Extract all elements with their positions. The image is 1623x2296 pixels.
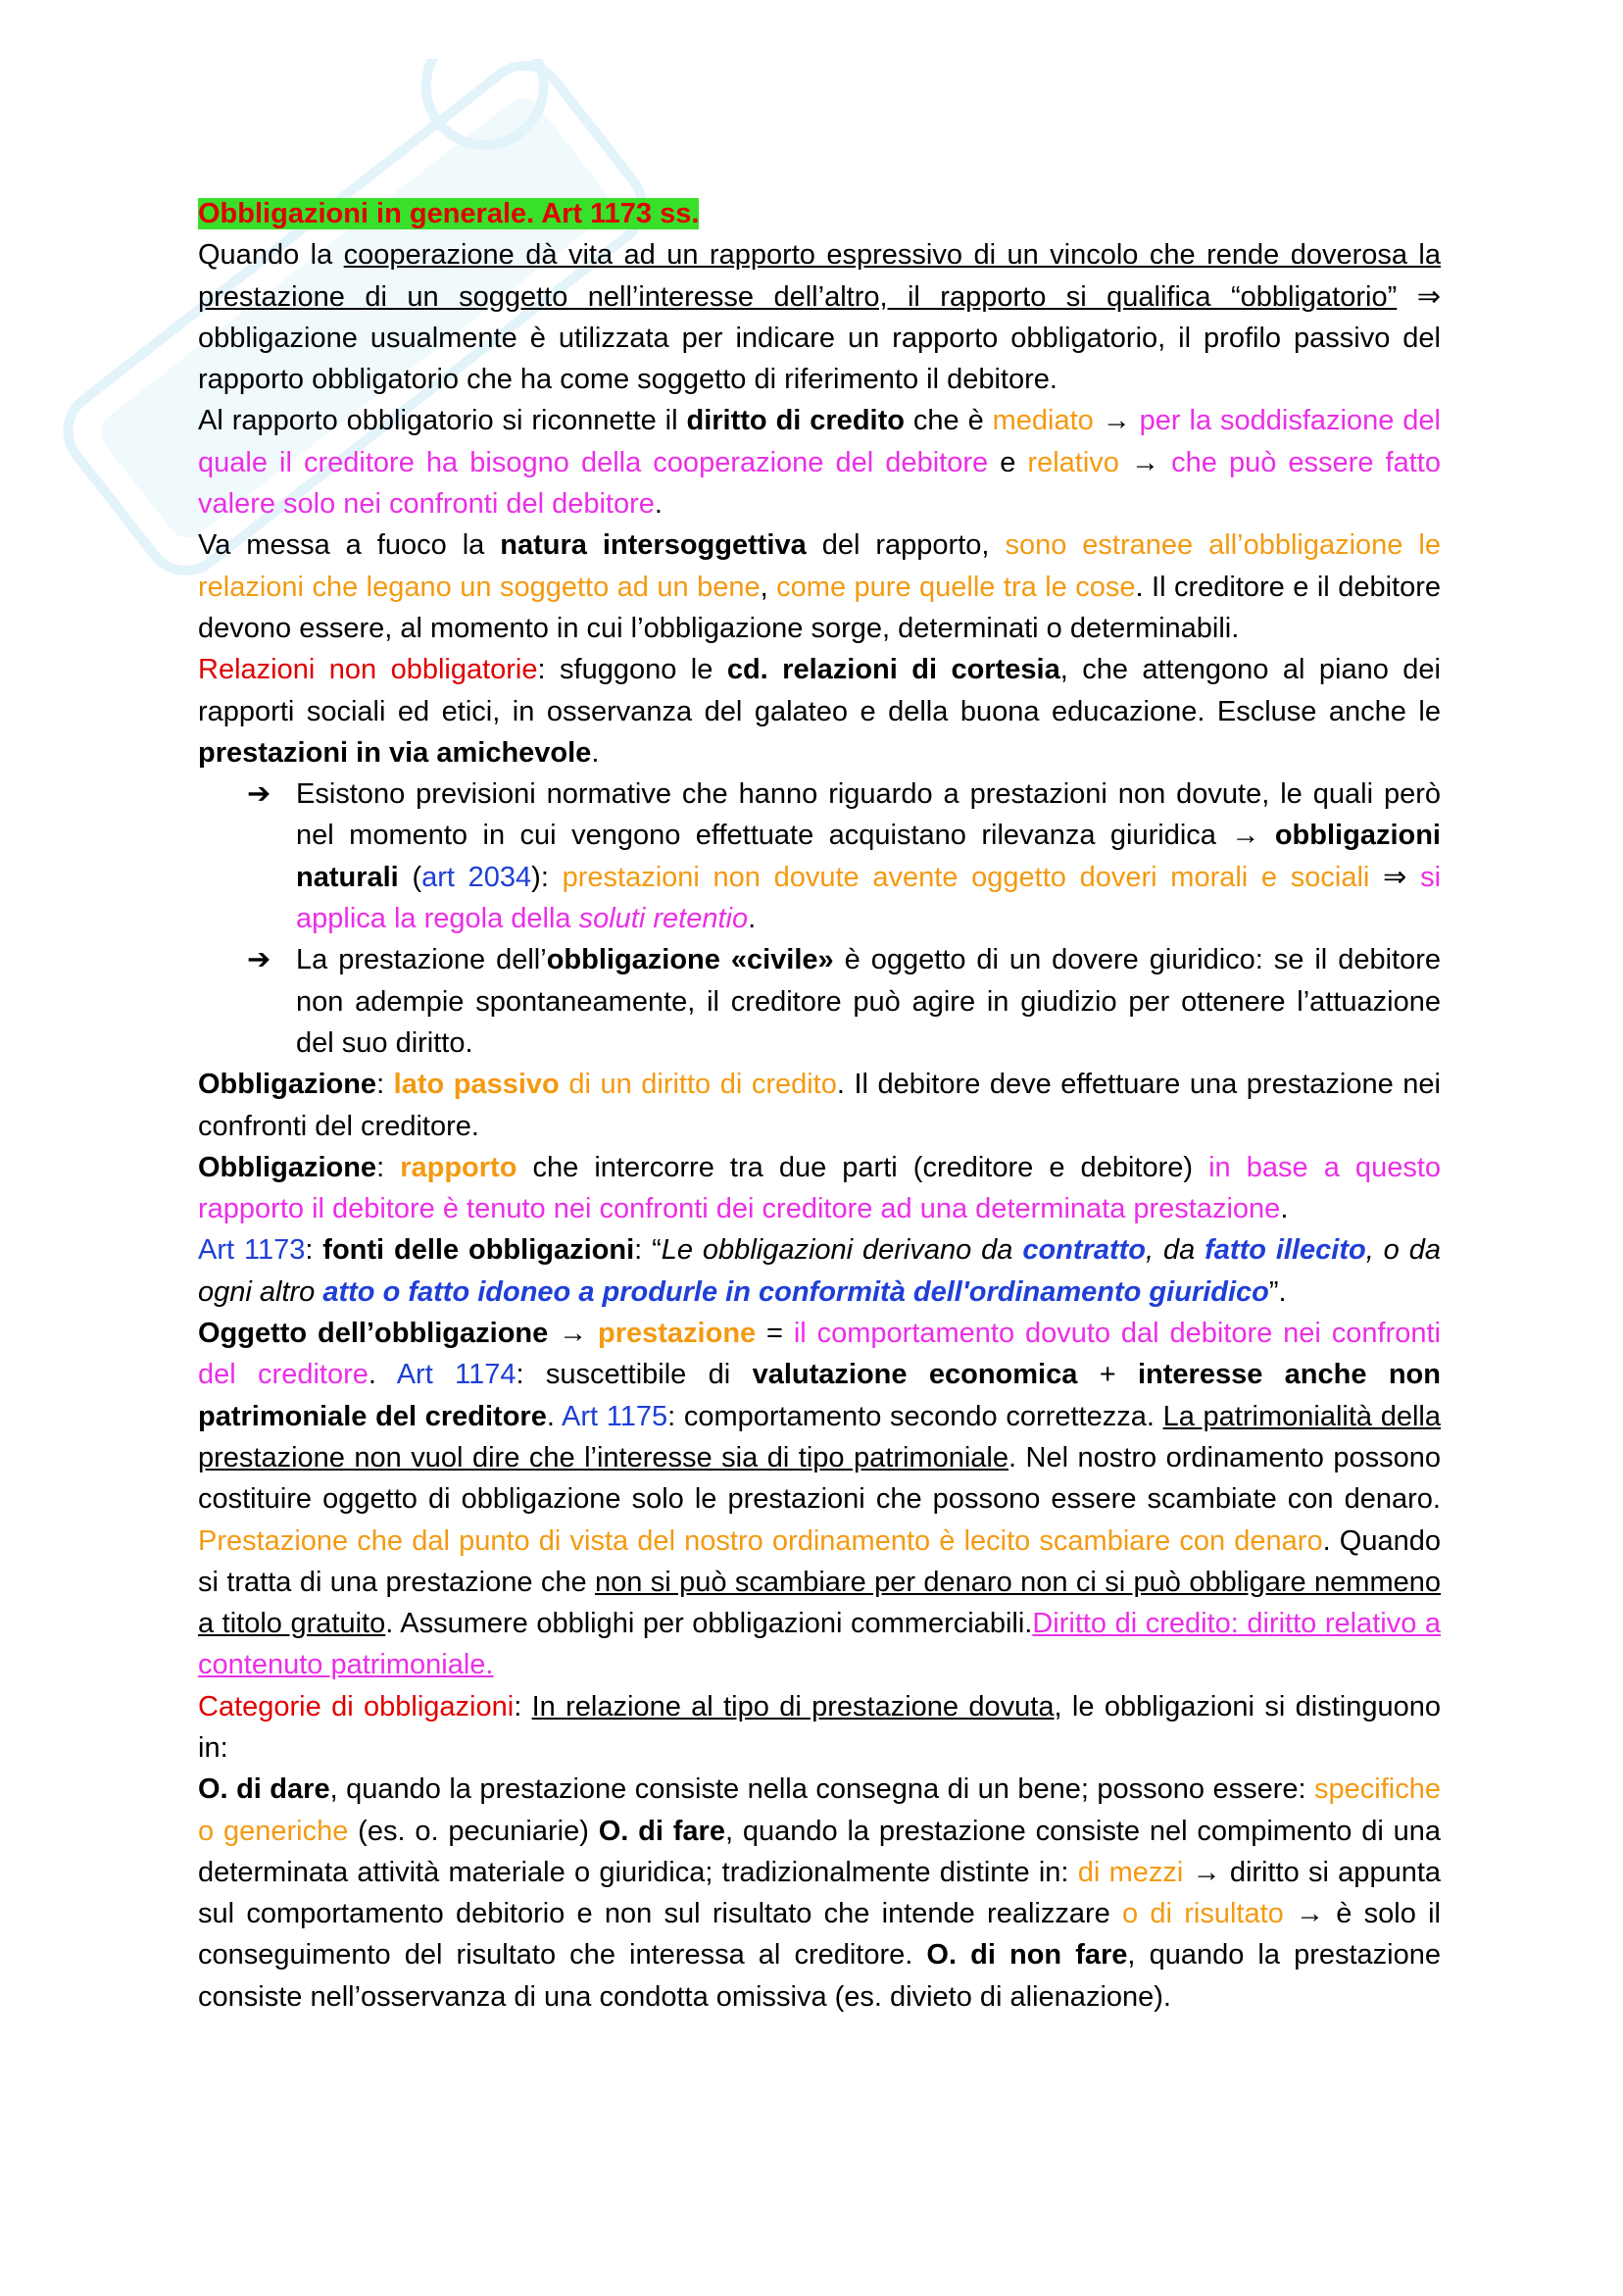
paragraph-obbligazione-rapporto: Obbligazione: rapporto che intercorre tra due parti (creditore e debitore) in base a questo rapporto il debitore è tenuto nei confronti dei creditore ad una determinata prestazione.: [198, 1151, 1442, 1225]
bullet-obbligazione-civile: [198, 939, 1441, 1064]
paragraph-art-1173: Art 1173: fonti delle obbligazioni: “Le obbligazioni derivano da contratto, da fatto illecito, o da ogni altro atto o fatto idoneo a produrle in conformità dell'ordinamento giuridico”.: [198, 1234, 1441, 1308]
paragraph-tipi-obbligazioni: O. di dare, quando la prestazione consiste nella consegna di un bene; possono essere: specifiche o generiche (es. o. pecuniarie) O. di fare, quando la prestazione consiste nel compimento di una determinata attività materiale o giuridica; tradizionalmente distinte in: di mezzi → diritto si appunta sul comportamento debitorio e non sul risultato che intende realizzare o di risultato → è solo il conseguimento del risultato che interessa al creditore. O. di non fare, quando la prestazione consiste nell’osservanza di una condotta omissiva (es. divieto di alienazione).: [198, 1773, 1442, 2013]
paragraph-diritto-credito: Al rapporto obbligatorio si riconnette il diritto di credito che è mediato → per la soddisfazione del quale il creditore ha bisogno della cooperazione del debitore e relativo → che può essere fatto valere solo nei confronti del debitore.: [198, 405, 1441, 521]
arrow-bullet-icon: ➔: [247, 944, 271, 976]
bullet-text: La prestazione dell’obbligazione «civile» è oggetto di un dovere giuridico: se il debitore non adempie spontaneamente, il creditore può agire in giudizio per ottenere l’attuazione del suo diritto.: [296, 944, 1441, 1059]
paragraph-obbligazione-lato-passivo: Obbligazione: lato passivo di un diritto di credito. Il debitore deve effettuare una prestazione nei confronti del creditore.: [198, 1069, 1441, 1142]
paragraph-oggetto-obbligazione: Oggetto dell’obbligazione → prestazione = il comportamento dovuto dal debitore nei confronti del creditore. Art 1174: suscettibile di valutazione economica + interesse anche non patrimoniale del creditore. Art 1175: comportamento secondo correttezza. La patrimonialità della prestazione non vuol dire che l’interesse sia di tipo patrimoniale. Nel nostro ordinamento possono costituire oggetto di obbligazione solo le prestazioni che possono essere scambiate con denaro. Prestazione che dal punto di vista del nostro ordinamento è lecito scambiare con denaro. Quando si tratta di una prestazione che non si può scambiare per denaro non ci si può obbligare nemmeno a titolo gratuito. Assumere obblighi per obbligazioni commerciabili.Diritto di credito: diritto relativo a contenuto patrimoniale.: [198, 1318, 1441, 1681]
arrow-bullet-icon: ➔: [247, 778, 271, 811]
document-page: [198, 193, 1441, 2018]
paragraph-relazioni-non-obbligatorie: Relazioni non obbligatorie: sfuggono le cd. relazioni di cortesia, che attengono al piano dei rapporti sociali ed etici, in osservanza del galateo e della buona educazione. Escluse anche le prestazioni in via amichevole.: [198, 654, 1441, 769]
bullet-obbligazioni-naturali: [198, 774, 1441, 939]
paragraph-natura-intersoggettiva: Va messa a fuoco la natura intersoggettiva del rapporto, sono estranee all’obbligazione le relazioni che legano un soggetto ad un bene, come pure quelle tra le cose. Il creditore e il debitore devono essere, al momento in cui l’obbligazione sorge, determinati o determinabili.: [198, 529, 1442, 644]
document-title: Obbligazioni in generale. Art 1173 ss.: [198, 198, 700, 229]
paragraph-definition: Quando la cooperazione dà vita ad un rapporto espressivo di un vincolo che rende doverosa la prestazione di un soggetto nell’interesse dell’altro, il rapporto si qualifica “obbligatorio” ⇒ obbligazione usualmente è utilizzata per indicare un rapporto obbligatorio, il profilo passivo del rapporto obbligatorio che ha come soggetto di riferimento il debitore.: [198, 239, 1442, 396]
bullet-text: Esistono previsioni normative che hanno riguardo a prestazioni non dovute, le quali però nel momento in cui vengono effettuate acquistano rilevanza giuridica → obbligazioni naturali (art 2034): prestazioni non dovute avente oggetto doveri morali e sociali ⇒ si applica la regola della soluti retentio.: [296, 778, 1442, 935]
paragraph-categorie: Categorie di obbligazioni: In relazione al tipo di prestazione dovuta, le obbligazioni si distinguono in:: [198, 1690, 1441, 1764]
